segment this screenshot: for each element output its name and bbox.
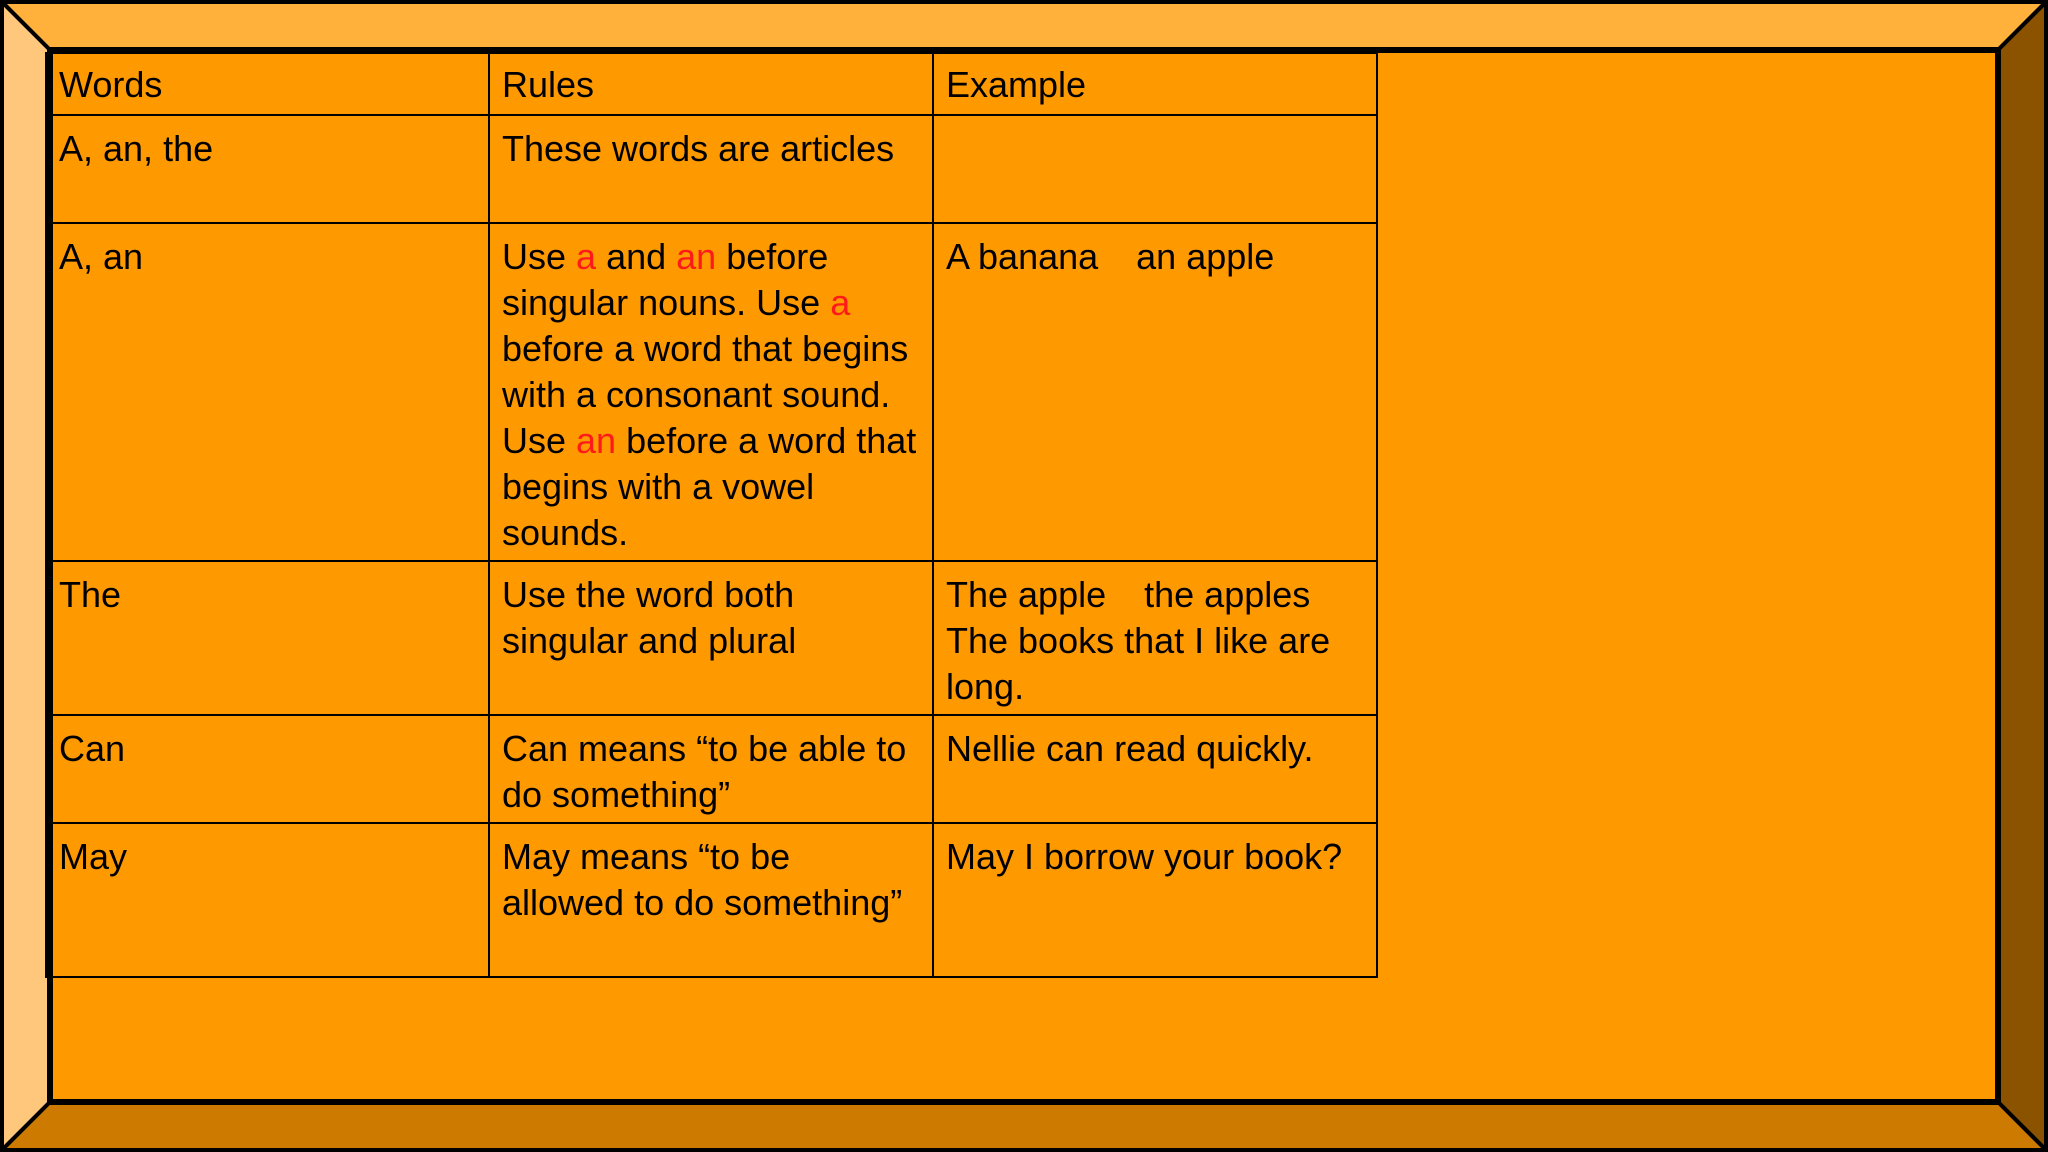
header-example: Example [933, 53, 1377, 115]
rules-table [45, 52, 1378, 978]
cell-words: The [46, 561, 489, 715]
highlight-a: a [576, 236, 597, 277]
table-row [46, 823, 1377, 977]
rules-table-container [45, 52, 1376, 978]
cell-example: Nellie can read quickly. [933, 715, 1377, 823]
table-row [46, 223, 1377, 561]
cell-words: A, an, the [46, 115, 489, 223]
rule-text: and [596, 236, 677, 277]
bevel-left [0, 0, 50, 1152]
table-row [46, 115, 1377, 223]
example-line: The books that I like are long. [946, 620, 1331, 707]
cell-words: Can [46, 715, 489, 823]
example-part: A banana [946, 236, 1099, 277]
example-part: The apple [946, 574, 1107, 615]
table-row [46, 715, 1377, 823]
cell-example [933, 115, 1377, 223]
header-words: Words [46, 53, 489, 115]
cell-rules: These words are articles [489, 115, 933, 223]
cell-rules: Can means “to be able to do something” [489, 715, 933, 823]
highlight-an: an [576, 420, 617, 461]
example-part: an apple [1136, 236, 1275, 277]
cell-rules: Use the word both singular and plural [489, 561, 933, 715]
header-rules: Rules [489, 53, 933, 115]
cell-words: May [46, 823, 489, 977]
bevel-top [0, 0, 2048, 50]
cell-rules [489, 223, 933, 561]
rule-text: before a word that begins with a consonant sound. Use [502, 328, 909, 461]
rule-text: before a word that begins with a vowel sounds. [502, 420, 917, 553]
highlight-an: an [676, 236, 717, 277]
highlight-a: a [830, 282, 851, 323]
cell-example [933, 561, 1377, 715]
cell-rules: May means “to be allowed to do something” [489, 823, 933, 977]
bevel-bottom [0, 1102, 2048, 1152]
cell-example: May I borrow your book? [933, 823, 1377, 977]
rule-text: Use [502, 236, 577, 277]
cell-words: A, an [46, 223, 489, 561]
rule-text: before singular nouns. Use [502, 236, 831, 323]
cell-example [933, 223, 1377, 561]
table-row [46, 561, 1377, 715]
table-header-row [46, 53, 1377, 115]
example-part: the apples [1144, 574, 1311, 615]
bevel-right [1998, 0, 2048, 1152]
